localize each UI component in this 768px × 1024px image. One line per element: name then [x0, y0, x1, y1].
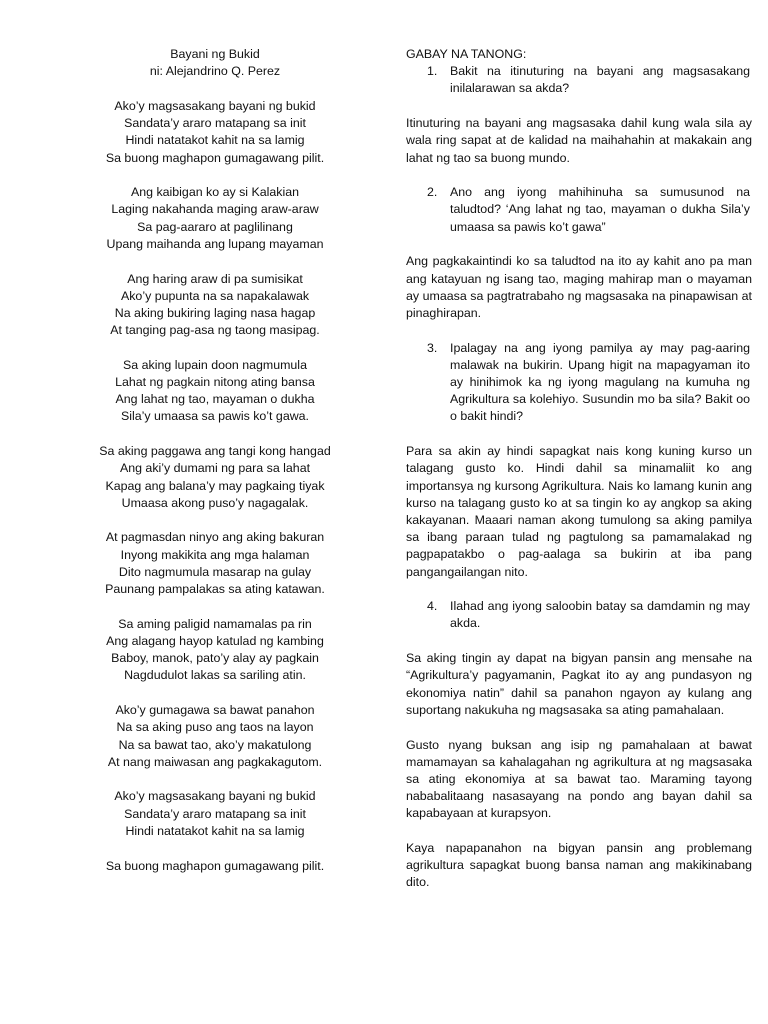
question-2	[406, 184, 752, 236]
question-text: Bakit na itinuturing na bayani ang magsasakang inilalarawan sa akda?	[450, 64, 750, 96]
poem-line: Sa buong maghapon gumagawang pilit.	[105, 858, 325, 873]
poem-line: Dito nagmumula masarap na gulay	[118, 564, 312, 579]
question-number: 3.	[427, 340, 438, 355]
poem-line: Hindi natatakot kahit na sa lamig	[125, 133, 305, 148]
question-text: Ipalagay na ang iyong pamilya ay may pag-aaring malawak na bukirin. Upang higit na mapagyaman ito ay hinihimok ka ng iyong magulang na kumuha ng Agrikultura sa kolehiyo. Susundin mo ba sila? Bakit oo o bakit hindi?	[450, 340, 750, 424]
poem-line: Kapag ang balana’y may pagkaing tiyak	[105, 478, 325, 493]
guide-questions-column	[406, 46, 752, 892]
poem-line: Na aking bukiring laging nasa hagap	[114, 305, 316, 320]
answer-2: Ang pagkakaintindi ko sa taludtod na ito ay kahit ano pa man ang katayuan ng isang tao, maging mahirap man o mayaman ay umaasa sa pagtratrabaho ng magsasaka na pinapawisan at pinaghirapan.	[406, 254, 752, 320]
poem-line: Laging nakahanda maging araw-araw	[111, 202, 319, 217]
answer-4-paragraph-3: Kaya napapanahon na bigyan pansin ang problemang agrikultura sapagkat buong bansa naman ang makikinabang dito.	[406, 841, 752, 890]
answer-4-paragraph-1: Sa aking tingin ay dapat na bigyan pansin ang mensahe na “Agrikultura’y pagyamanin, Pagkat ito ay ang pundasyon ng ekonomiya natin” dahil sa panahon ngayon ay kulang ang suportang nakukuha ng magsasaka sa ating pamahalaan.	[406, 651, 752, 717]
poem-line: Upang maihanda ang lupang mayaman	[106, 236, 324, 251]
poem-stanza	[45, 529, 385, 598]
poem-line: Ang aki’y dumami ng para sa lahat	[119, 461, 311, 476]
question-text: Ano ang iyong mahihinuha sa sumusunod na taludtod? ‘Ang lahat ng tao, mayaman o dukha Sila’y umaasa sa pawis ko’t gawa”	[450, 185, 750, 234]
poem-title: Bayani ng Bukid	[170, 47, 260, 61]
guide-questions-title: GABAY NA TANONG:	[406, 47, 527, 61]
answer-4-paragraph-2: Gusto nyang buksan ang isip ng pamahalaan at bawat mamamayan sa kahalagahan ng agrikultura at ng magsasaka sa ating ekonomiya at sa bawat tao. Maraming tayong nababalitaang nasasayang na pondo ang bayan dahil sa kapabayaan at kurapsyon.	[406, 737, 752, 821]
poem-line: Ang haring araw di pa sumisikat	[127, 271, 303, 286]
poem-stanza	[45, 357, 385, 426]
poem-line: Sa pag-aararo at paglilinang	[137, 219, 293, 234]
answer-1: Itinuturing na bayani ang magsasaka dahil kung wala sila ay wala ring sapat at de kalidad na maihahahin at makakain ang lahat ng tao sa buong mundo.	[406, 116, 752, 165]
poem-line: Sa buong maghapon gumagawang pilit.	[105, 150, 325, 165]
poem-line: Sa aking paggawa ang tangi kong hangad	[99, 444, 331, 459]
poem-line: Sila’y umaasa sa pawis ko’t gawa.	[120, 409, 309, 424]
poem-stanza	[45, 788, 385, 840]
poem-line: Na sa aking puso ang taos na layon	[116, 720, 314, 735]
poem-line: At tanging pag-asa ng taong masipag.	[110, 323, 320, 338]
poem-stanza	[45, 271, 385, 340]
poem-stanza	[45, 184, 385, 253]
poem-line: Inyong makikita ang mga halaman	[120, 547, 310, 562]
poem-stanza	[45, 98, 385, 167]
poem-stanza	[45, 616, 385, 685]
question-number: 4.	[427, 599, 438, 614]
poem-header	[45, 46, 385, 80]
poem-line: Paunang pampalakas sa ating katawan.	[105, 582, 325, 597]
poem-line: At nang maiwasan ang pagkakagutom.	[107, 754, 323, 769]
question-number: 2.	[427, 185, 438, 200]
poem-line: Umaasa akong puso’y nagagalak.	[121, 495, 309, 510]
poem-line: Sa aming paligid namamalas pa rin	[118, 616, 312, 631]
poem-line: Baboy, manok, pato’y alay ay pagkain	[111, 651, 319, 666]
poem-line: Hindi natatakot kahit na sa lamig	[125, 823, 305, 838]
poem-line: Ako’y magsasakang bayani ng bukid	[114, 98, 316, 113]
poem-line: Ako’y gumagawa sa bawat panahon	[115, 703, 315, 718]
poem-line: Sandata’y araro matapang sa init	[124, 116, 306, 131]
poem-stanza	[45, 443, 385, 512]
poem-line: Ako’y pupunta na sa napakalawak	[120, 288, 310, 303]
poem-line: Ang lahat ng tao, mayaman o dukha	[115, 392, 315, 407]
poem-stanza	[45, 702, 385, 771]
poem-stanza	[45, 858, 385, 875]
poem-line: Ang kaibigan ko ay si Kalakian	[130, 185, 300, 200]
poem-line: Sandata’y araro matapang sa init	[124, 806, 306, 821]
poem-line: At pagmasdan ninyo ang aking bakuran	[105, 530, 325, 545]
poem-line: Nagdudulot lakas sa sariling atin.	[124, 668, 306, 683]
poem-line: Ang alagang hayop katulad ng kambing	[106, 633, 324, 648]
question-number: 1.	[427, 64, 438, 79]
poem-line: Ako’y magsasakang bayani ng bukid	[114, 789, 316, 804]
question-3	[406, 340, 752, 426]
poem-line: Lahat ng pagkain nitong ating bansa	[115, 375, 315, 390]
question-4	[406, 598, 752, 632]
question-1	[406, 63, 752, 97]
poem-column	[45, 46, 385, 875]
answer-3: Para sa akin ay hindi sapagkat nais kong kuning kurso un talagang gusto ko. Hindi dahil sa minamaliit ko ang importansya ng kursong Agrikultura. Nais ko lamang kunin ang kurso na talagang gusto ko at sa tingin ko ay angkop sa aking kakayanan. Maaari naman akong tumulong sa aking pamilya sa ibang paraan tulad ng pagtulong sa pamamalakad ng pagpapatakbo o pag-aalaga sa bukirin at iba pang pangangailangan nito.	[406, 444, 752, 579]
poem-body	[45, 98, 385, 875]
poem-line: Sa aking lupain doon nagmumula	[123, 357, 307, 372]
poem-line: Na sa bawat tao, ako’y makatulong	[118, 737, 312, 752]
question-text: Ilahad ang iyong saloobin batay sa damdamin ng may akda.	[450, 599, 750, 631]
poem-author: ni: Alejandrino Q. Perez	[149, 64, 281, 79]
